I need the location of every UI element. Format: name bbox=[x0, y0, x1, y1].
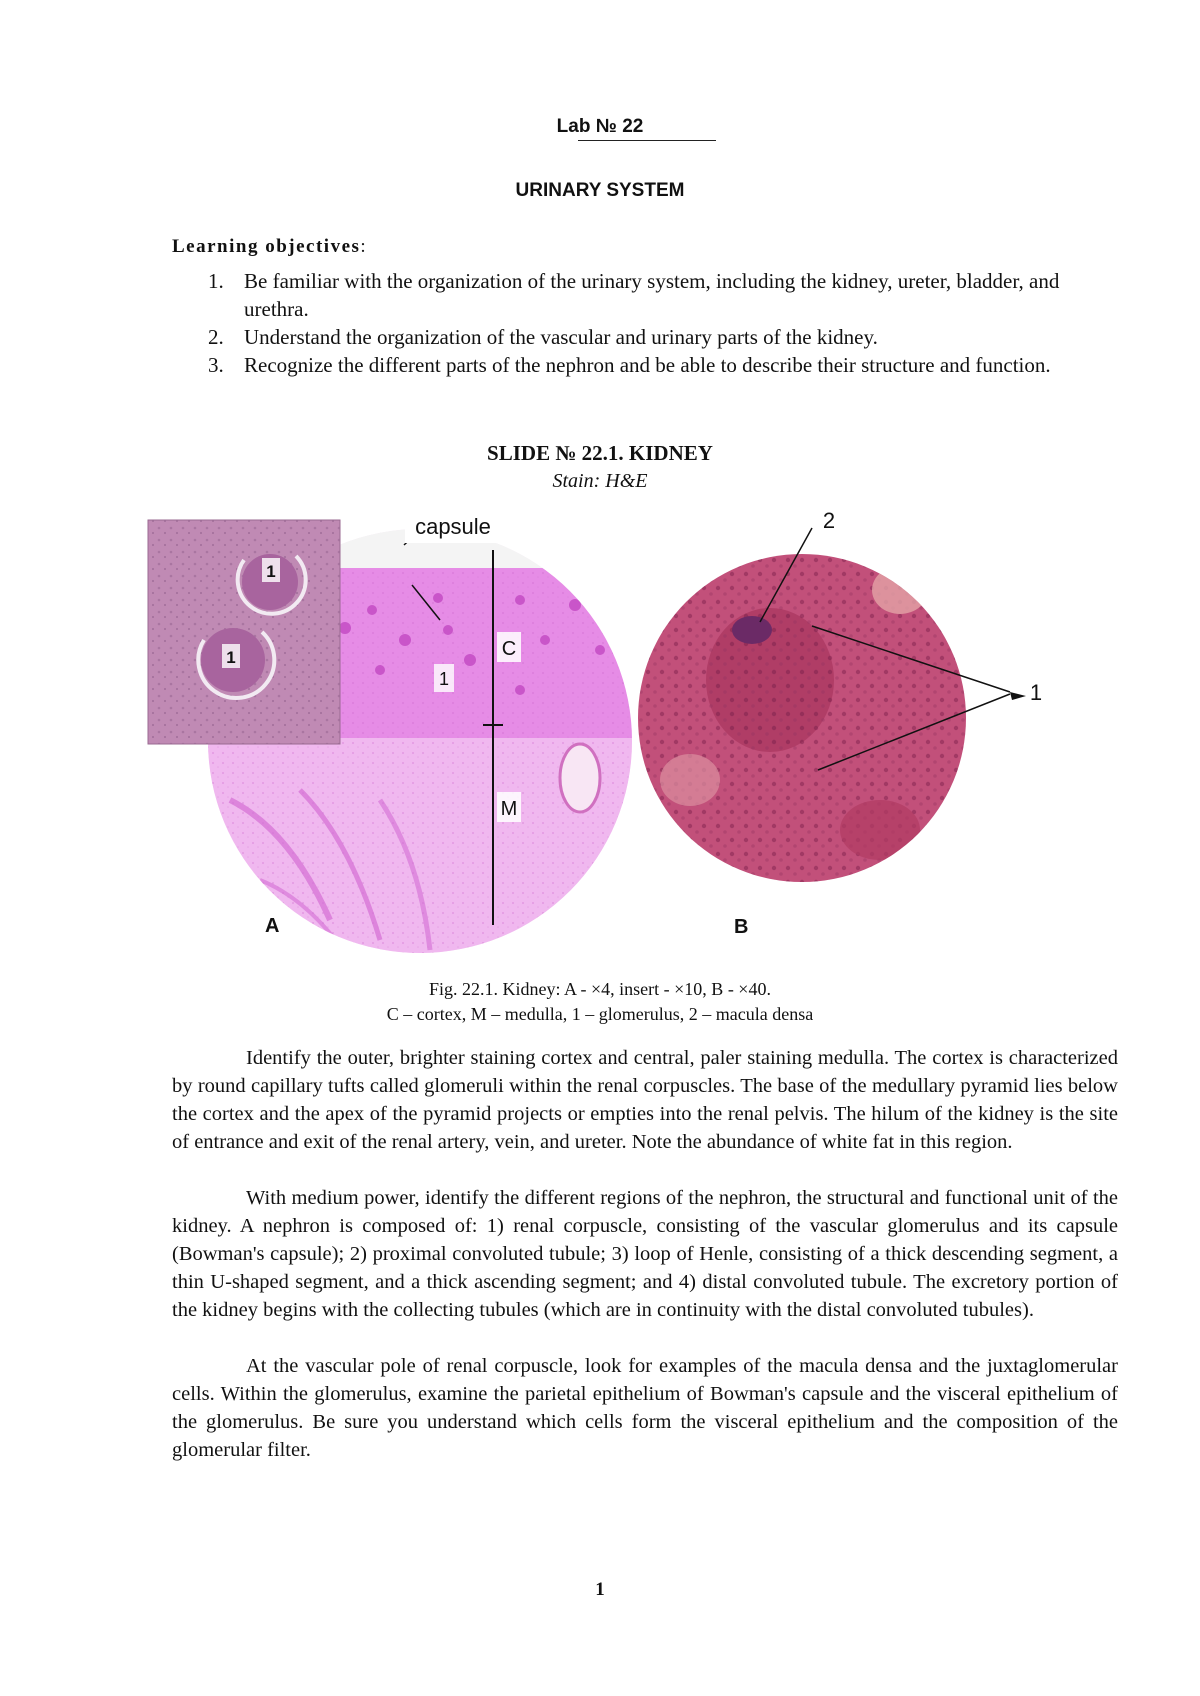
body-text: With medium power, identify the different regions of the nephron, the structural and functional unit of the kidney. A nephron is composed of: 1) renal corpuscle, consisting of the vascular glomerulus and its capsule (Bowman's capsule); 2) proximal convoluted tubule; 3) loop of Henle, consisting of a thick descending segment, a thin U-shaped segment, and a thick ascending segment; and 4) distal convoluted tubule. The excretory portion of the kidney begins with the collecting tubules (which are in continuity with the distal convoluted tubules). bbox=[172, 1187, 1118, 1321]
body-paragraph-2 bbox=[172, 1184, 1118, 1324]
cortex-label: C bbox=[501, 638, 517, 660]
objectives-heading bbox=[172, 236, 367, 258]
medulla-label: M bbox=[500, 798, 518, 820]
macula-densa-label: 2 bbox=[822, 508, 836, 533]
objective-item-2 bbox=[208, 323, 1088, 351]
objective-number: 2. bbox=[208, 325, 224, 349]
objective-number: 1. bbox=[208, 269, 224, 293]
stain-label: Stain: H&E bbox=[552, 470, 648, 492]
objective-text: Be familiar with the organization of the urinary system, including the kidney, ureter, bladder, and urethra. bbox=[244, 269, 1060, 321]
lab-title: Lab № 22 bbox=[556, 116, 644, 137]
figure-caption-line-1: Fig. 22.1. Kidney: A - ×4, insert - ×10, B - ×40. bbox=[429, 979, 771, 999]
body-paragraph-3 bbox=[172, 1352, 1118, 1464]
panel-b-micrograph bbox=[630, 550, 980, 890]
panel-b-label: B bbox=[734, 916, 749, 938]
body-paragraph-1 bbox=[172, 1044, 1118, 1156]
page-number: 1 bbox=[595, 1579, 605, 1600]
slide-title: SLIDE № 22.1. KIDNEY bbox=[487, 441, 713, 465]
body-text: Identify the outer, brighter staining cortex and central, paler staining medulla. The cortex is characterized by round capillary tufts called glomeruli within the renal corpuscles. The base of the medullary pyramid lies below the cortex and the apex of the pyramid projects or empties into the renal pelvis. The hilum of the kidney is the site of entrance and exit of the renal artery, vein, and ureter. Note the abundance of white fat in this region. bbox=[172, 1047, 1118, 1153]
objective-item-3 bbox=[208, 351, 1088, 379]
system-title: URINARY SYSTEM bbox=[515, 180, 685, 201]
insert-glomerulus-label-2: 1 bbox=[226, 648, 236, 667]
body-text: At the vascular pole of renal corpuscle, look for examples of the macula densa and the juxtaglomerular cells. Within the glomerulus, examine the parietal epithelium of Bowman's capsule and the visceral epithelium of the glomerulus. Be sure you understand which cells form the visceral epithelium and the composition of the glomerular filter. bbox=[172, 1355, 1118, 1461]
objectives-heading-text: Learning objectives bbox=[172, 236, 361, 257]
glomerulus-label-a: 1 bbox=[438, 669, 450, 689]
objective-item-1 bbox=[208, 267, 1088, 323]
title-rule bbox=[578, 140, 716, 141]
capsule-label: capsule bbox=[415, 514, 491, 539]
objectives-heading-colon: : bbox=[360, 236, 367, 257]
objective-text: Recognize the different parts of the nephron and be able to describe their structure and function. bbox=[244, 353, 1051, 377]
objective-text: Understand the organization of the vascular and urinary parts of the kidney. bbox=[244, 325, 878, 349]
objective-number: 3. bbox=[208, 353, 224, 377]
insert-glomerulus-label-1: 1 bbox=[266, 562, 276, 581]
pointer-arrowhead bbox=[1010, 692, 1026, 700]
kidney-figure bbox=[0, 500, 1200, 970]
panel-a-label: A bbox=[265, 915, 280, 937]
glomerulus-label-b: 1 bbox=[1029, 680, 1043, 705]
insert-micrograph bbox=[148, 520, 340, 744]
figure-caption-line-2: C – cortex, M – medulla, 1 – glomerulus, 2 – macula densa bbox=[386, 1004, 814, 1024]
